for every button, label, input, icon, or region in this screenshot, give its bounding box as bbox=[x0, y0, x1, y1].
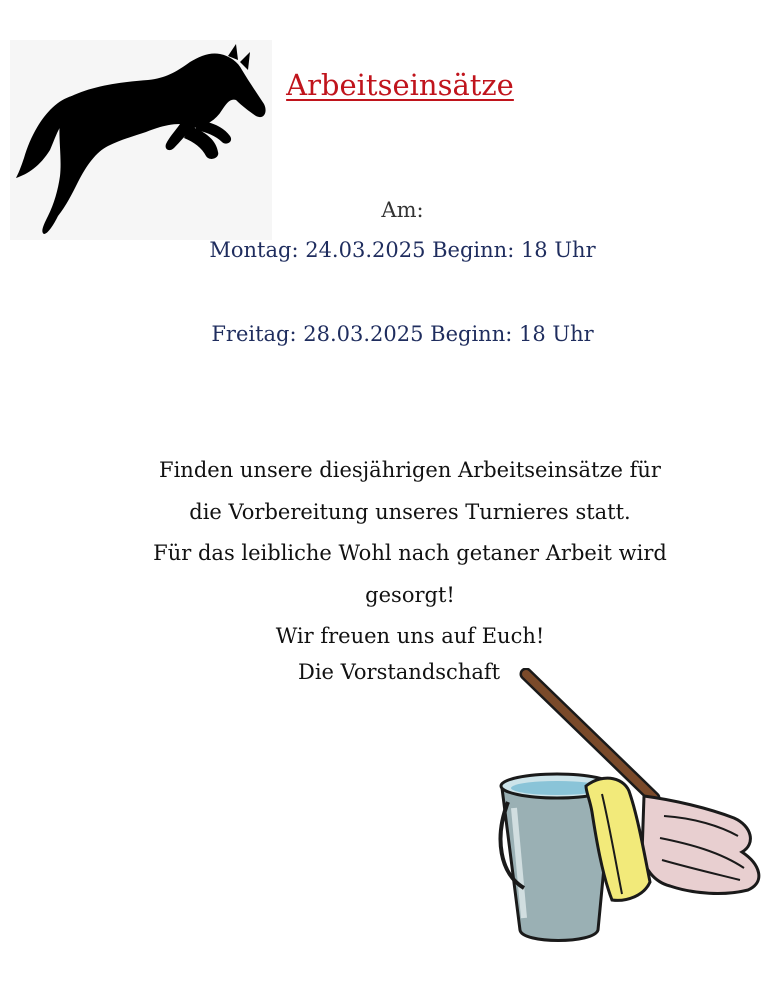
signature: Die Vorstandschaft bbox=[298, 660, 501, 684]
body-line: gesorgt! bbox=[365, 582, 455, 607]
date-monday: Montag: 24.03.2025 Beginn: 18 Uhr bbox=[209, 238, 596, 262]
body-line: Wir freuen uns auf Euch! bbox=[275, 624, 545, 648]
date-friday: Freitag: 28.03.2025 Beginn: 18 Uhr bbox=[211, 322, 594, 346]
body-line: Für das leibliche Wohl nach getaner Arbeit wird bbox=[153, 541, 667, 565]
bucket-and-mop-icon bbox=[494, 668, 769, 948]
body-line: die Vorbereitung unseres Turnieres statt. bbox=[189, 499, 631, 524]
body-text bbox=[100, 450, 720, 658]
schedule-intro: Am: bbox=[381, 198, 424, 222]
body-line: Finden unsere diesjährigen Arbeitseinsätze für bbox=[159, 458, 661, 482]
page-title: Arbeitseinsätze bbox=[286, 68, 514, 102]
